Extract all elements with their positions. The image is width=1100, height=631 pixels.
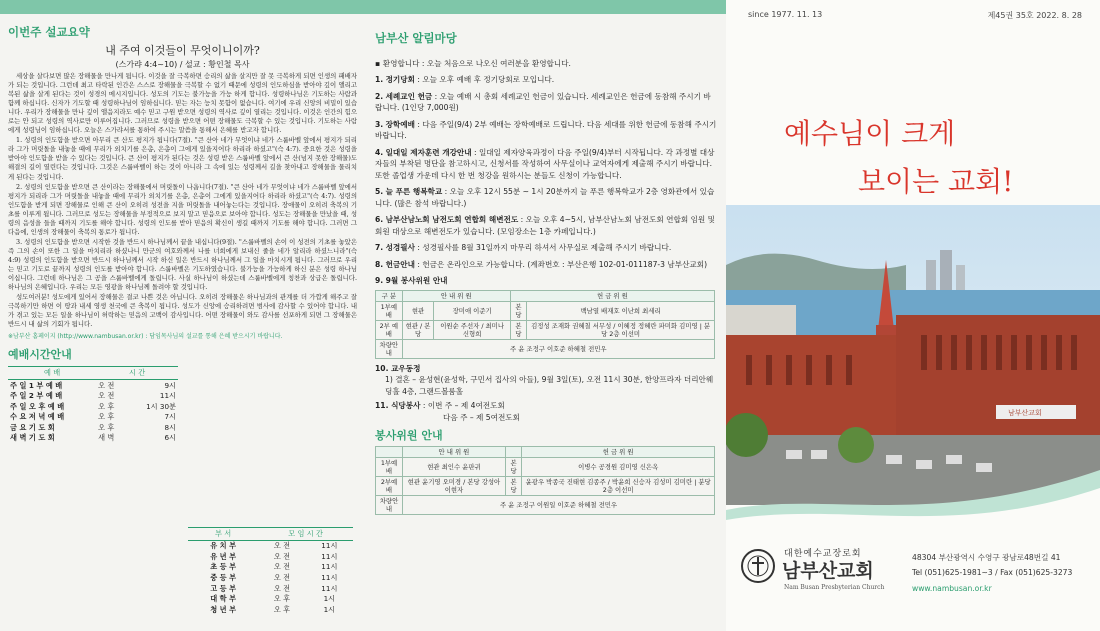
item-head: 성경필사: [385, 243, 415, 252]
worship-time: 6시: [164, 433, 176, 443]
worship-ampm: 오 전: [98, 380, 115, 390]
table-cell: 김정성 조재화 권혜칠 서무성 / 이혜정 정혜란 파미화 김미영 | 분당 2층 이선미: [527, 320, 715, 339]
sermon-paragraph: 성도여러분! 성도에게 있어서 장해물은 결코 나쁜 것은 아닙니다. 오히려 장해물은 하나님과의 관계를 더 가깝게 해주고 잘 극복하기만 하면 이 땅과 내세 영생 천국에 큰 축복이 됩니다. 성도가 신앙에 승리하려면 범사에 감사할 수 있어야 합니다. 내가 겪고 있는 모든 일을 하나님이 허락하는 믿음의 고백이 감사입니다. 어떤 장해물이 와도 감사를 선포하게 되면 그 장해물은 반드시 내 삶의 기회가 됩니다.: [8, 293, 357, 329]
department-row: [188, 562, 353, 573]
table-cell: 2부예배: [376, 477, 403, 496]
table-cell: 현관 최인수 윤판귀: [403, 458, 506, 477]
table-cell: 현관 윤기영 오미경 / 본당 강성아 이현자: [403, 477, 506, 496]
sermon-title: 내 주여 이것들이 무엇이니이까?: [105, 44, 260, 57]
item-text: : 오늘 오후 예배 후 정기당회로 모입니다.: [414, 75, 555, 84]
item-text: : 오늘 오후 4~5시, 남부산남노회 남전도회 연합회 임원 및 회원 대상으로 해변전도가 있습니다. (모임장소는 1층 카페입니다.): [375, 215, 716, 236]
issue-date: 제45권 35호 2022. 8. 28: [987, 11, 1082, 20]
wave-decoration: [726, 430, 1100, 540]
worship-time: 8시: [164, 422, 176, 432]
announcement-item: [375, 275, 718, 287]
table-cell: 현관: [402, 301, 434, 320]
department-name: 유 년 부: [210, 551, 237, 561]
worship-time: 1시 30분: [146, 401, 176, 411]
department-row: [188, 552, 353, 563]
announcement-panel: [363, 0, 726, 631]
item-head: 일대일 제자훈련 개강안내: [385, 147, 472, 157]
announcement-item: [375, 186, 718, 209]
item-text: : 성경필사를 8월 31일까지 마무리 하셔서 사무실로 제출해 주시기 바랍니다.: [414, 243, 672, 252]
table-row: [376, 458, 715, 477]
worship-header: 예 배: [8, 367, 96, 380]
department-ampm: 오 후: [273, 604, 291, 614]
table-cell: 주 윤 조정구 이호준 하혜철 전민우: [402, 339, 714, 358]
item-head: 정기당회: [385, 75, 415, 84]
department-time: 11시: [321, 541, 338, 551]
item-head: 장학예배: [385, 119, 415, 129]
department-time: 11시: [321, 583, 338, 593]
table-cell: 본당: [505, 477, 521, 496]
denomination: 대한예수교장로회: [784, 549, 862, 559]
serve-title: 봉사위원 안내: [375, 429, 443, 442]
since-date: since 1977. 11. 13: [748, 10, 823, 19]
announcement-item: [375, 363, 718, 375]
department-row: [188, 583, 353, 594]
item-number: 7.: [375, 243, 384, 252]
department-ampm: 오 전: [273, 541, 291, 551]
church-sign-text: 남부산교회: [1008, 409, 1042, 417]
worship-table: [8, 366, 178, 443]
worship-ampm: 오 후: [98, 412, 115, 422]
item-head: 늘 푸른 행복학교: [385, 187, 443, 196]
table-cell: 차량안내: [376, 339, 403, 358]
worship-name: 주 일 2 부 예 배: [10, 391, 63, 401]
department-name: 고 등 부: [210, 583, 237, 593]
table-header: 안 내 위 원: [402, 290, 510, 301]
worship-row: [8, 412, 178, 423]
september-volunteer-table: [375, 290, 715, 359]
announcement-item: [375, 147, 718, 182]
department-time: 11시: [321, 572, 338, 582]
table-cell: 주 윤 조정구 이원일 이호준 하혜철 전민우: [403, 496, 715, 515]
department-name: 중 등 부: [210, 572, 237, 582]
item-text: : 오늘 오후 12시 55분 ~ 1시 20분까지 늘 푸른 행복학교가 2층 영화관에서 있습니다. (많은 참석 바랍니다.): [375, 187, 715, 208]
table-row: [376, 320, 715, 339]
item-text: : 일대일 제자양육과정이 다음 주일(9/4)부터 시작됩니다. 각 과정별 대상자들의 부착된 명단을 참고하시고, 신청서를 작성하여 사무실이나 교역자에게 제출해 주시기 바랍니다. 또한 졸업생 가운데 다시 한 번 청강을 원하시는 분들도 신청이 가능합니다.: [375, 147, 715, 180]
item-text: : 헌금은 온라인으로 가능합니다. (계좌번호 : 부산은행 102-01-011187-3 남부산교회): [414, 259, 708, 269]
department-row: [188, 604, 353, 615]
item-head: 헌금안내: [385, 259, 415, 269]
item-head: 9월 봉사위원 안내: [385, 276, 448, 285]
worship-row: [8, 423, 178, 434]
cover-panel: [726, 0, 1100, 631]
sermon-panel: [0, 0, 363, 631]
department-time: 1시: [323, 594, 336, 604]
worship-name: 주 일 1 부 예 배: [10, 380, 63, 390]
table-cell: 1부예배: [376, 301, 403, 320]
department-name: 청 년 부: [210, 604, 237, 614]
church-phone: Tel (051)625-1981~3 / Fax (051)625-3273: [912, 568, 1073, 577]
department-name: 초 등 부: [210, 562, 237, 572]
item-head: 10. 교우동정: [375, 363, 421, 373]
table-cell: 1부예배: [376, 458, 403, 477]
sermon-paragraph: 세상을 살다보면 많은 장해물을 만나게 됩니다. 이것을 잘 극복하면 승리의 삶을 살지만 잘 못 극복하게 되면 인생의 패배자가 되는 것입니다. 그런데 최고 타락된 인간은 스스로 장해물을 극복할 수 없기 때문에 성령의 인도하심을 받아야 깊이 앨리고 복된 삶을 살게 된다는 것이 성경의 메시지입니다. 성도의 기도는 불가능을 가능 하게 합니다. 성령하나님은 기도하는 사람과 함께 하십니다. 신자가 기도할 때 성령하나님이 임하십니다. 믿는 자는 능치 못함이 없습니다. 여기에 우리 신앙의 비밀이 있습니다. 우리가 장해물을 만나 깊이 앨음지라도 예수 믿고 구원 받으면 성령의 역사로 깊이 열리는 것입니다. 이것은 인간의 힘으로는 안 되고 성령의 역사로만 이루어집니다. 그러므로 성령을 받으면 어떤 장해물도 극복할 수 있는 것입니다. 기도하는 사람에게 성령님이 임하십니다. 오늘은 스가랴서를 통하여 주시는 말씀을 통해서 은혜를 받고자 합니다.: [8, 72, 357, 135]
worship-name: 금 요 기 도 회: [10, 422, 55, 432]
table-cell: 2부 예배: [376, 320, 403, 339]
department-ampm: 오 후: [273, 594, 291, 604]
welcome-text: 환영합니다 : 오늘 처음으로 나오신 여러분을 환영합니다.: [382, 59, 571, 68]
table-row: [376, 496, 715, 515]
sermon-paragraph: 1. 성령의 인도함을 받으면 아무리 큰 산도 평지가 됩니다(7절). "큰 산아 네가 무엇이냐 네가 스룹바벨 앞에서 평지가 되리라 그가 머릿돌을 내놓을 때에 무리가 외치기를 은총, 은총이 그에게 있을지어다 하리라 하셨고"(슥 4:7). 중요한 것은 성령을 받아야 인도함을 받을 수 있다는 것입니다. 큰 산이 평지가 된다는 것은 성령 받은 스룹바벨 앞에서 큰 산(넘지 못한 장해물)도 해결의 길이 열린다는 것입니다. 그것은 스룹바벨이 하는 것이 아니라 그 속에 있는 성령께서 길을 찾아내고 장해물을 물리치게 된다는 것입니다.: [8, 136, 357, 181]
table-cell: 이원순 주선자 / 최미나 신형희: [434, 320, 510, 339]
announcement-item: [375, 242, 718, 254]
worship-name: 수 요 저 녁 예 배: [10, 412, 65, 422]
announcement-item: [375, 400, 718, 412]
table-cell: 현관 / 본당: [402, 320, 434, 339]
announcement-item: [375, 91, 718, 114]
item-number: 2.: [375, 91, 384, 101]
motto-line-2: 보이는 교회!: [858, 165, 1014, 198]
sermon-paragraph: 3. 성령의 인도함을 받으면 시작한 것을 반드시 하나님께서 끝을 내십니다(9절). "스룹바벨의 손이 이 성전의 기초를 놓았은즉 그의 손이 또한 그 일을 마치리라 하셨나니 만군의 여호와께서 나를 너희에게 보내신 줄을 네가 알리라 하셨느니라"(슥 4:9) 성령의 인도함을 받으면 반드시 하나님께서 시작 하신 일은 반드시 하나님께서 그 일을 마치시게 됩니다. 그러므로 우리는 믿고 기도로 끝까지 성령의 인도를 받아야 합니다. 스룹바벨은 기도하였습니다. 불가능을 가능하게 하신 분은 성령 하나님이십니다. 그런데 하나님은 그 공을 스룹바벨에게 돌립니다. 사실 하나님이 하셨는데 스룹바벨에게 칭찬과 상급은 돌립니다. 하나님의 은혜입니다. 우리는 모든 영광을 하나님께 돌려야 할 것입니다.: [8, 237, 357, 292]
item-number: 4.: [375, 147, 384, 157]
table-row: [376, 301, 715, 320]
table-row: [376, 339, 715, 358]
welcome-line: ▪ 환영합니다 : 오늘 처음으로 나오신 여러분을 환영합니다.: [375, 59, 571, 68]
announcement-item: [375, 74, 718, 86]
department-table: [188, 527, 353, 615]
motto-line-1: 예수님이 크게: [784, 117, 956, 150]
item-number: 6.: [375, 215, 384, 224]
announcement-item: [375, 119, 718, 142]
worship-ampm: 오 후: [98, 422, 115, 432]
worship-header: 시 간: [96, 367, 178, 380]
item-text: : 다음 주일(9/4) 2부 예배는 장학예배로 드립니다. 다음 세대를 위한 헌금에 동참해 주시기 바랍니다.: [375, 119, 717, 140]
announcement-item: [375, 259, 718, 271]
church-english-name: Nam Busan Presbyterian Church: [784, 584, 885, 591]
department-row: [188, 573, 353, 584]
worship-time: 7시: [164, 412, 176, 422]
table-row: [376, 477, 715, 496]
worship-row: [8, 391, 178, 402]
table-header: 헌 금 위 원: [522, 447, 715, 458]
item-number: 5.: [375, 187, 384, 196]
table-cell: 본당: [510, 320, 526, 339]
worship-time: 11시: [159, 391, 176, 401]
church-name: 남부산교회: [782, 560, 874, 582]
department-ampm: 오 전: [273, 572, 291, 582]
sermon-paragraph: 2. 성령의 인도함을 받으면 큰 산이라는 장해물에서 머릿돌이 나옵니다(7절). "큰 산아 네가 무엇이냐 네가 스룹바벨 앞에서 평지가 되리라 그가 머릿돌을 내놓을 때에 무리가 외치기를 은총, 은총이 그에게 있을지어다 하리라 하셨고"(슥 4:7). 성령의 인도함을 받게 되면 장해물로 인해 큰 산이 오히려 성전을 지을 머릿돌을 내어놓는다는 것입니다. 장애물이 오히려 축복의 기초를 이루게 됩니다. 그러므로 성도는 장해물을 부정적으로 보지 말고 믿음으로 보아야 합니다. 성도는 장해물을 만났을 때, 성령의 음성을 들을 때까지 기도를 해야 합니다. 성령의 인도를 받아 믿음의 확신이 생길 때까지 기도를 해야 합니다. 그러면 그 다음에, 인생의 장해물이 축복의 통로가 됩니다.: [8, 182, 357, 236]
table-cell: 윤광우 박종국 진태현 김종주 / 박윤희 신승자 김성미 김미란 | 분당 2층 이선미: [522, 477, 715, 496]
sermon-subtitle: (스가랴 4:4~10) / 설교 : 황인철 목사: [115, 60, 250, 69]
serve-table: [375, 446, 715, 515]
item-head: 세례교인 헌금: [385, 91, 433, 101]
table-header: 구 분: [376, 290, 403, 301]
worship-ampm: 오 전: [98, 391, 115, 401]
announcement-item: [375, 214, 718, 237]
item-number: 3.: [375, 119, 384, 129]
worship-name: 새 벽 기 도 회: [10, 433, 55, 443]
church-seal-icon: [740, 548, 776, 584]
department-header: 모 임 시 간: [258, 528, 353, 541]
worship-ampm: 새 벽: [98, 433, 115, 443]
table-cell: 백남열 배재호 이난희 최세리: [527, 301, 715, 320]
department-time: 1시: [323, 604, 336, 614]
department-row: [188, 594, 353, 605]
table-cell: 장미애 이준기: [434, 301, 510, 320]
sermon-section-title: 이번주 설교요약: [8, 25, 90, 39]
table-header: 안 내 위 원: [403, 447, 506, 458]
church-address: 48304 부산광역시 수영구 광남로48번길 41: [912, 553, 1061, 562]
worship-ampm: 오 후: [98, 401, 115, 411]
department-header: 부 서: [188, 528, 258, 541]
department-name: 유 치 부: [210, 541, 237, 551]
department-ampm: 오 전: [273, 551, 291, 561]
table-header: [505, 447, 521, 458]
worship-row: [8, 433, 178, 444]
item-text: : 오늘 예배 시 총회 세례교인 헌금이 있습니다. 세례교인은 헌금에 동참해 주시기 바랍니다. (1인당 7,000원): [375, 91, 711, 112]
item-head: 남부산남노회 남전도회 연합회 해변전도: [385, 215, 519, 224]
worship-title: 예배시간안내: [8, 348, 72, 362]
table-cell: 본당: [510, 301, 526, 320]
table-cell: 차량안내: [376, 496, 403, 515]
sermon-body: [8, 72, 357, 329]
department-name: 대 학 부: [210, 594, 237, 604]
department-ampm: 오 전: [273, 583, 291, 593]
homepage-note: ※남부산 홈페이지 (http://www.nambusan.or.kr) : 담임목사님의 설교를 통해 은혜 받으시기 바랍니다.: [8, 333, 283, 341]
table-cell: 본당: [505, 458, 521, 477]
item-text: 다음 주 – 제 5여전도회: [443, 412, 520, 422]
item-number: 1.: [375, 75, 384, 84]
worship-row: [8, 401, 178, 412]
item-text: : 이번 주 – 제 4여전도회: [420, 401, 505, 410]
table-header: [376, 447, 403, 458]
announcement-section-title: 남부산 알림마당: [375, 31, 457, 45]
worship-row: [8, 380, 178, 391]
department-time: 11시: [321, 551, 338, 561]
church-website-link[interactable]: www.nambusan.or.kr: [912, 584, 992, 593]
item-text: 1) 결혼 – 윤성현(윤성학, 구민서 집사의 아들), 9월 3일(토), 오전 11시 30분, 한양프라자 더리안웨딩홀 4층, 그랜드볼룸홀: [385, 375, 714, 396]
table-header: 헌 금 위 원: [510, 290, 714, 301]
item-head: 11. 식당봉사: [375, 401, 421, 410]
item-number: 8.: [375, 259, 384, 269]
item-number: 9.: [375, 276, 384, 285]
department-time: 11시: [321, 562, 338, 572]
table-cell: 이병수 공경원 김미영 신은옥: [522, 458, 715, 477]
worship-name: 주 일 오 후 예 배: [10, 401, 65, 411]
worship-time: 9시: [164, 380, 176, 390]
department-row: [188, 541, 353, 552]
department-ampm: 오 전: [273, 562, 291, 572]
